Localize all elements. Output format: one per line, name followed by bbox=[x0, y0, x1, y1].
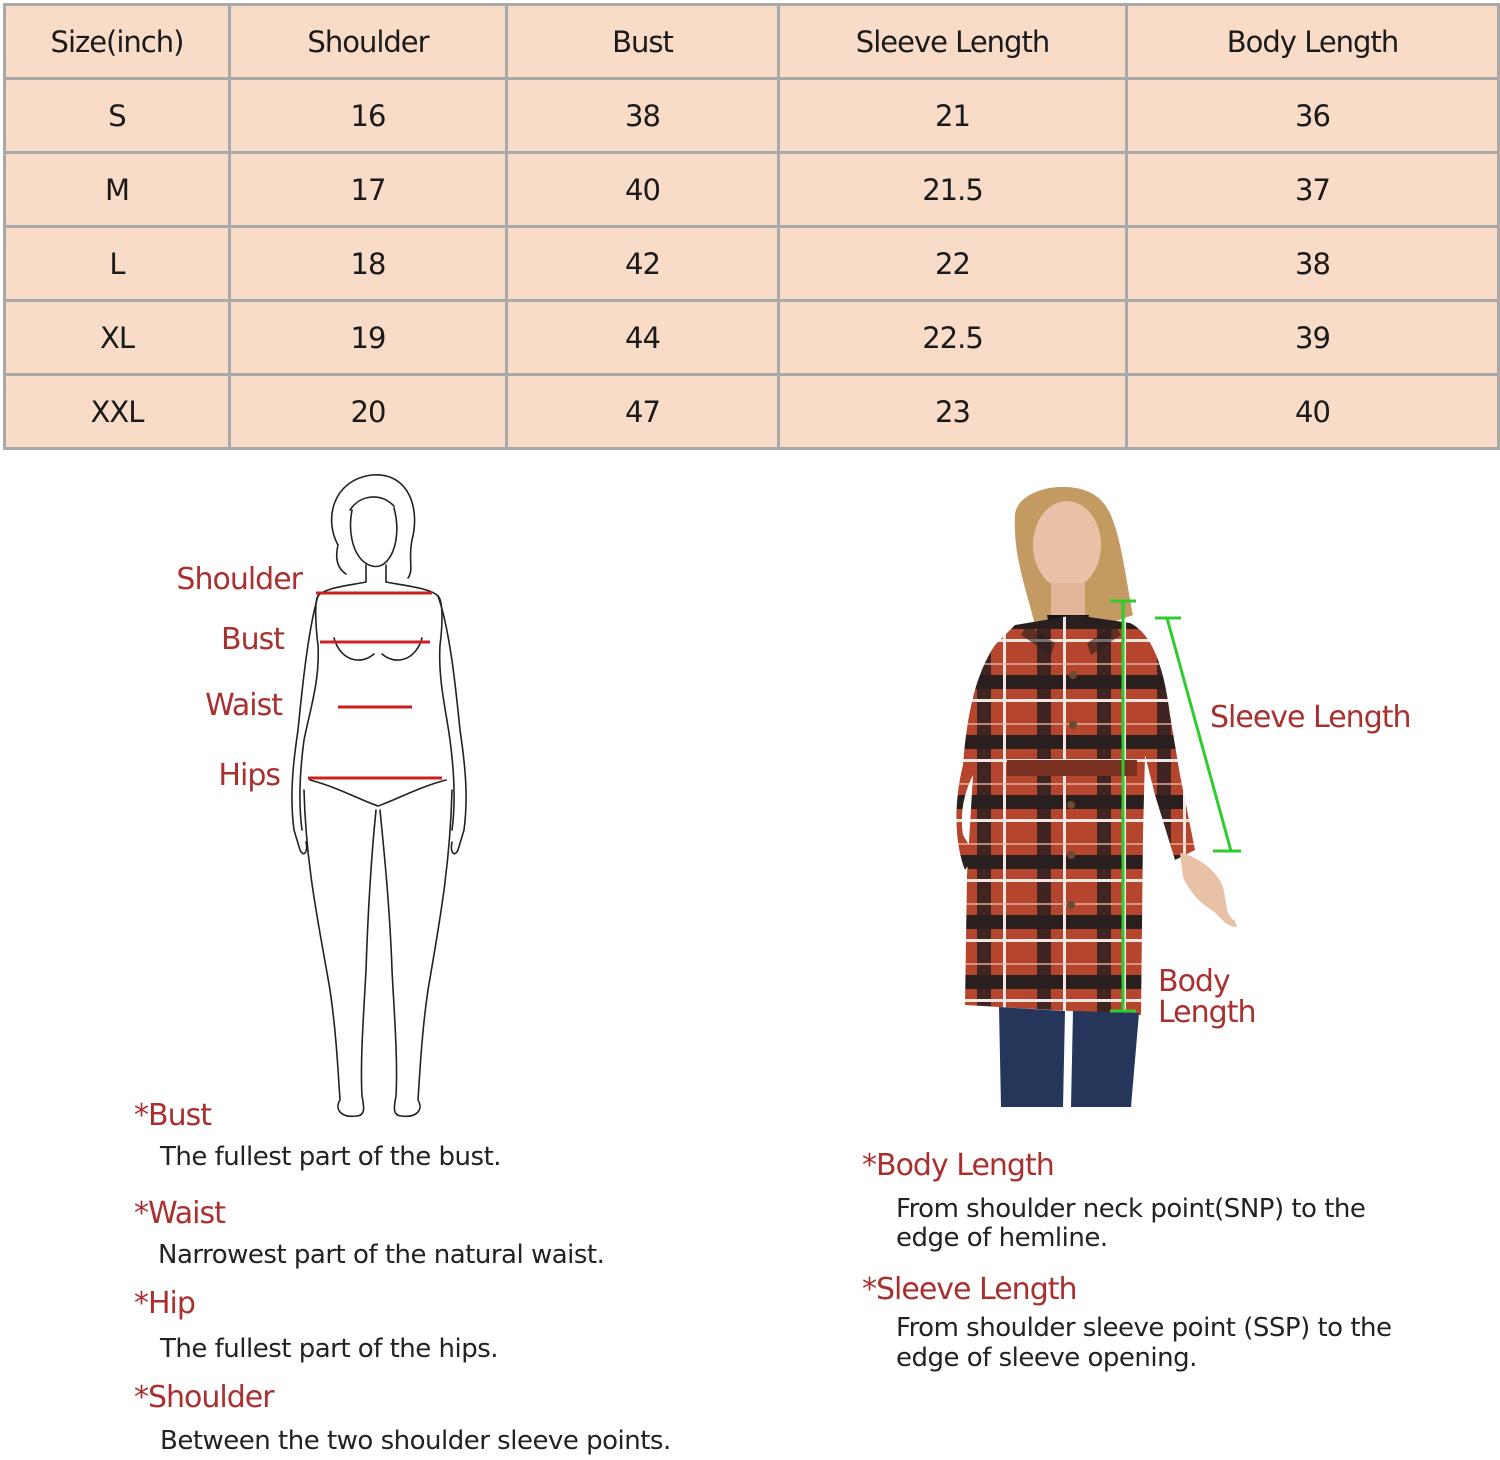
table-row bbox=[5, 227, 1499, 301]
figure-label-shoulder: Shoulder bbox=[176, 562, 302, 597]
cell-size: XL bbox=[5, 301, 230, 375]
female-figure-illustration bbox=[280, 470, 480, 1130]
definition-text-shoulder: Between the two shoulder sleeve points. bbox=[160, 1426, 671, 1456]
cell-body-length: 38 bbox=[1127, 227, 1499, 301]
figure-label-bust: Bust bbox=[221, 622, 284, 657]
table-row bbox=[5, 79, 1499, 153]
definition-text-sleeve-length-line2: edge of sleeve opening. bbox=[896, 1343, 1197, 1373]
definition-title-bust: *Bust bbox=[134, 1098, 211, 1133]
definition-text-body-length-line2: edge of hemline. bbox=[896, 1223, 1108, 1253]
hair-outline bbox=[332, 475, 415, 578]
header-shoulder: Shoulder bbox=[230, 5, 507, 79]
header-sleeve-length: Sleeve Length bbox=[779, 5, 1127, 79]
header-size: Size(inch) bbox=[5, 5, 230, 79]
table-header-row bbox=[5, 5, 1499, 79]
header-bust: Bust bbox=[507, 5, 779, 79]
definition-text-sleeve-length-line1: From shoulder sleeve point (SSP) to the bbox=[896, 1313, 1392, 1343]
cell-size: XXL bbox=[5, 375, 230, 449]
leg-left bbox=[304, 790, 376, 1116]
definition-title-body-length: *Body Length bbox=[862, 1148, 1054, 1183]
cell-shoulder: 20 bbox=[230, 375, 507, 449]
cell-bust: 44 bbox=[507, 301, 779, 375]
cell-body-length: 40 bbox=[1127, 375, 1499, 449]
cell-bust: 38 bbox=[507, 79, 779, 153]
leg-right bbox=[380, 790, 452, 1116]
cell-shoulder: 18 bbox=[230, 227, 507, 301]
model-jeans bbox=[999, 1007, 1139, 1107]
cell-sleeve-length: 21 bbox=[779, 79, 1127, 153]
cell-sleeve-length: 22 bbox=[779, 227, 1127, 301]
cell-shoulder: 19 bbox=[230, 301, 507, 375]
table-row bbox=[5, 375, 1499, 449]
cell-body-length: 39 bbox=[1127, 301, 1499, 375]
definition-text-body-length-line1: From shoulder neck point(SNP) to the bbox=[896, 1194, 1366, 1224]
definition-title-hip: *Hip bbox=[134, 1286, 195, 1321]
model-coat-belt bbox=[1007, 760, 1137, 776]
definition-title-sleeve-length: *Sleeve Length bbox=[862, 1272, 1077, 1307]
cell-body-length: 37 bbox=[1127, 153, 1499, 227]
table-row bbox=[5, 301, 1499, 375]
model-face bbox=[1033, 501, 1101, 589]
cell-shoulder: 16 bbox=[230, 79, 507, 153]
cell-bust: 47 bbox=[507, 375, 779, 449]
arm-right bbox=[438, 596, 466, 854]
cell-shoulder: 17 bbox=[230, 153, 507, 227]
figure-label-waist: Waist bbox=[205, 688, 282, 723]
cell-bust: 42 bbox=[507, 227, 779, 301]
definition-title-shoulder: *Shoulder bbox=[134, 1380, 274, 1415]
definition-text-hip: The fullest part of the hips. bbox=[160, 1334, 499, 1364]
cell-size: L bbox=[5, 227, 230, 301]
size-chart-table bbox=[3, 3, 1500, 450]
cell-bust: 40 bbox=[507, 153, 779, 227]
cell-body-length: 36 bbox=[1127, 79, 1499, 153]
cell-sleeve-length: 21.5 bbox=[779, 153, 1127, 227]
figure-label-hips: Hips bbox=[218, 758, 280, 793]
cell-sleeve-length: 22.5 bbox=[779, 301, 1127, 375]
coat-label-body-line1: Body bbox=[1158, 964, 1230, 999]
cell-sleeve-length: 23 bbox=[779, 375, 1127, 449]
cell-size: M bbox=[5, 153, 230, 227]
definition-text-bust: The fullest part of the bust. bbox=[160, 1142, 502, 1172]
definition-text-waist: Narrowest part of the natural waist. bbox=[158, 1240, 605, 1270]
coat-label-body-line2: Length bbox=[1158, 995, 1256, 1030]
coat-label-sleeve-length: Sleeve Length bbox=[1210, 700, 1411, 735]
header-body-length: Body Length bbox=[1127, 5, 1499, 79]
cell-size: S bbox=[5, 79, 230, 153]
face-outline bbox=[351, 508, 397, 567]
definition-title-waist: *Waist bbox=[134, 1196, 225, 1231]
table-row bbox=[5, 153, 1499, 227]
